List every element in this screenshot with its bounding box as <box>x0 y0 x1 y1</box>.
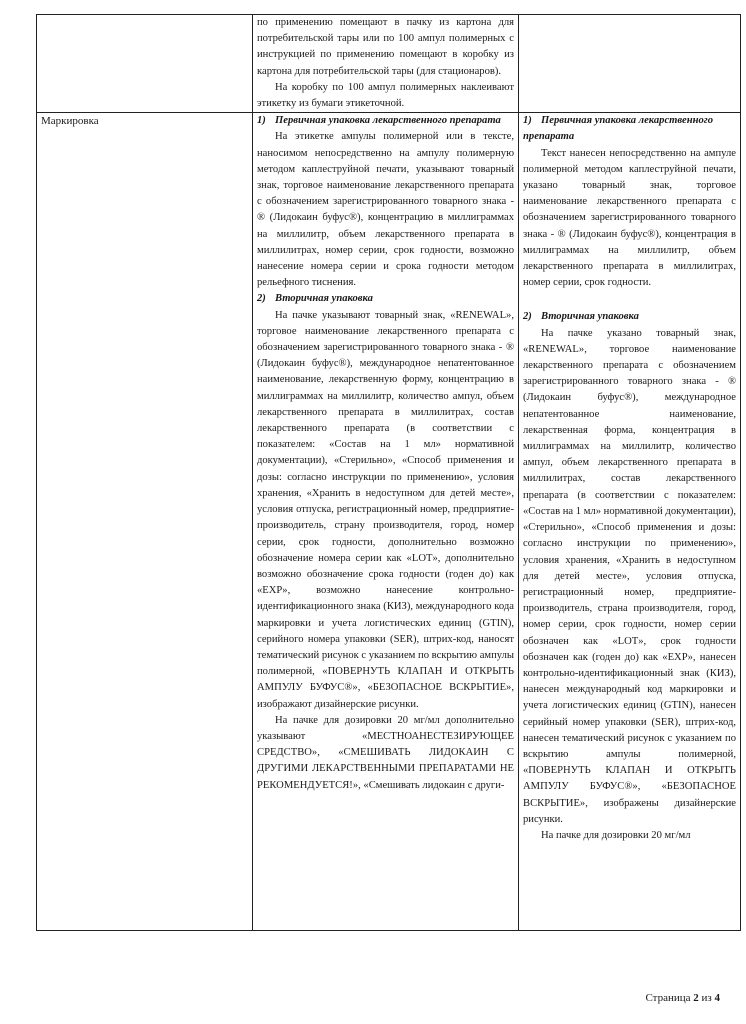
page-sep: из <box>701 992 712 1004</box>
row1-col3-cell <box>519 15 741 113</box>
paragraph: На пачке указано товарный знак, «RENEWAL», торговое наименование лекарственного препарата с обозначением зарегистрированного товарного знака - ® (Лидокаин буфус®), международное непатентованное наименование, лекарственная форма, концентрация в миллиграммах на миллилитр, количество ампул, объем лекарственного препарата в миллилитрах, состав лекарственного препарата (в соответствии с показателем: «Состав на 1 мл» нормативной документации), «Стерильно», «Способ применения и дозы: согласно инструкции по применению», условия хранения, «Хранить в недоступном для детей месте», условия отпуска, регистрационный номер, предприятие-производитель, страна производителя, город, номер серии, срок годности, номер серии обозначен как «LOT», срок годности обозначен как (годен до) как «EXP», нанесен контрольно-идентификационный знак (КИЗ), нанесен международный код маркировки и учета логистических единиц (GTIN), нанесен серийный номер упаковки (SER), штрих-код, нанесен тематический рисунок с указанием по вскрытию ампулы полимерной, «ПОВЕРНУТЬ КЛАПАН И ОТКРЫТЬ АМПУЛУ БУФУС®», «БЕЗОПАСНОЕ ВСКРЫТИЕ», изображены дизайнерские рисунки. <box>523 327 736 825</box>
section-heading: 1) Первичная упаковка лекарственного препарата <box>257 115 501 127</box>
paragraph: по применению помещают в пачку из картона для потребительской тары или по 100 ампул полимерных с инструкцией по применению помещают в коробку из картона для потребительской тары (для стационаров). <box>257 17 514 77</box>
page-total: 4 <box>714 992 720 1004</box>
section-heading: 2) Вторичная упаковка <box>257 293 373 305</box>
table-row-packaging <box>37 15 741 113</box>
row2-col3-cell <box>519 113 741 931</box>
row1-col2-cell <box>253 15 519 113</box>
section-heading: 2) Вторичная упаковка <box>523 311 639 323</box>
document-table <box>36 14 741 931</box>
paragraph: На пачке для дозировки 20 мг/мл <box>541 829 691 841</box>
table-row-marking <box>37 113 741 931</box>
paragraph: На пачке указывают товарный знак, «RENEWAL», торговое наименование лекарственного препарата с обозначением зарегистрированного товарного знака - ® (Лидокаин буфус®), международное непатентованное наименование, лекарственную форму, концентрацию в миллиграммах на миллилитр, количество ампул, объем лекарственного препарата в миллилитрах, состав лекарственного препарата (в соответствии с показателем: «Состав на 1 мл» нормативной документации), «Стерильно», «Способ применения и дозы: согласно инструкции по применению», условия хранения, «Хранить в недоступном для детей месте», условия отпуска, регистрационный номер, предприятие-производитель, страну производителя, город, номер серии, срок годности, дополнительно возможно обозначение номера серии как «LOT», дополнительно возможно обозначение срока годности (годен до) как «EXP», возможно нанесение контрольно-идентификационного знака (КИЗ), международного кода маркировки и учета логистических единиц (GTIN), серийного номера упаковки (SER), штрих-код, наносят тематический рисунок с указанием по вскрытию ампулы полимерной, «ПОВЕРНУТЬ КЛАПАН И ОТКРЫТЬ АМПУЛУ БУФУС®», «БЕЗОПАСНОЕ ВСКРЫТИЕ», изображают дизайнерские рисунки. <box>257 309 515 710</box>
row-label: Маркировка <box>41 115 99 128</box>
section-heading: 1) Первичная упаковка лекарственного препарата <box>523 115 713 143</box>
row2-label-cell <box>37 113 253 931</box>
paragraph: На коробку по 100 ампул полимерных наклеивают этикетку из бумаги этикеточной. <box>257 81 514 110</box>
row1-label-cell <box>37 15 253 113</box>
page-number: 2 <box>693 992 699 1004</box>
row2-col2-cell <box>253 113 519 931</box>
page-label: Страница <box>645 992 691 1004</box>
paragraph: На этикетке ампулы полимерной или в тексте, наносимом непосредственно на ампулу полимерную методом каплеструйной печати, указывают товарный знак, торговое наименование лекарственного препарата с обозначением зарегистрированного товарного знака - ® (Лидокаин буфус®), концентрацию в миллиграммах на миллилитр, объем лекарственного препарата в миллилитрах, номер серии, срок годности, возможно нанесение номера серии и срока годности методом рельефного тиснения. <box>257 131 514 289</box>
paragraph: Текст нанесен непосредственно на ампуле полимерной методом каплеструйной печати, указано товарный знак, торговое наименование лекарственного препарата с обозначением зарегистрированного товарного знака - ® (Лидокаин буфус®), концентрация в миллиграммах на миллилитр, объем лекарственного препарата в миллилитрах, номер серии, срок годности. <box>523 147 736 289</box>
page-footer <box>645 992 720 1004</box>
paragraph: На пачке для дозировки 20 мг/мл дополнительно указывают «МЕСТНОАНЕСТЕЗИРУЮЩЕЕ СРЕДСТВО», «СМЕШИВАТЬ ЛИДОКАИН С ДРУГИМИ ЛЕКАРСТВЕННЫМИ ПРЕПАРАТАМИ НЕ РЕКОМЕНДУЕТСЯ!», «Смешивать лидокаин с други- <box>257 714 514 791</box>
